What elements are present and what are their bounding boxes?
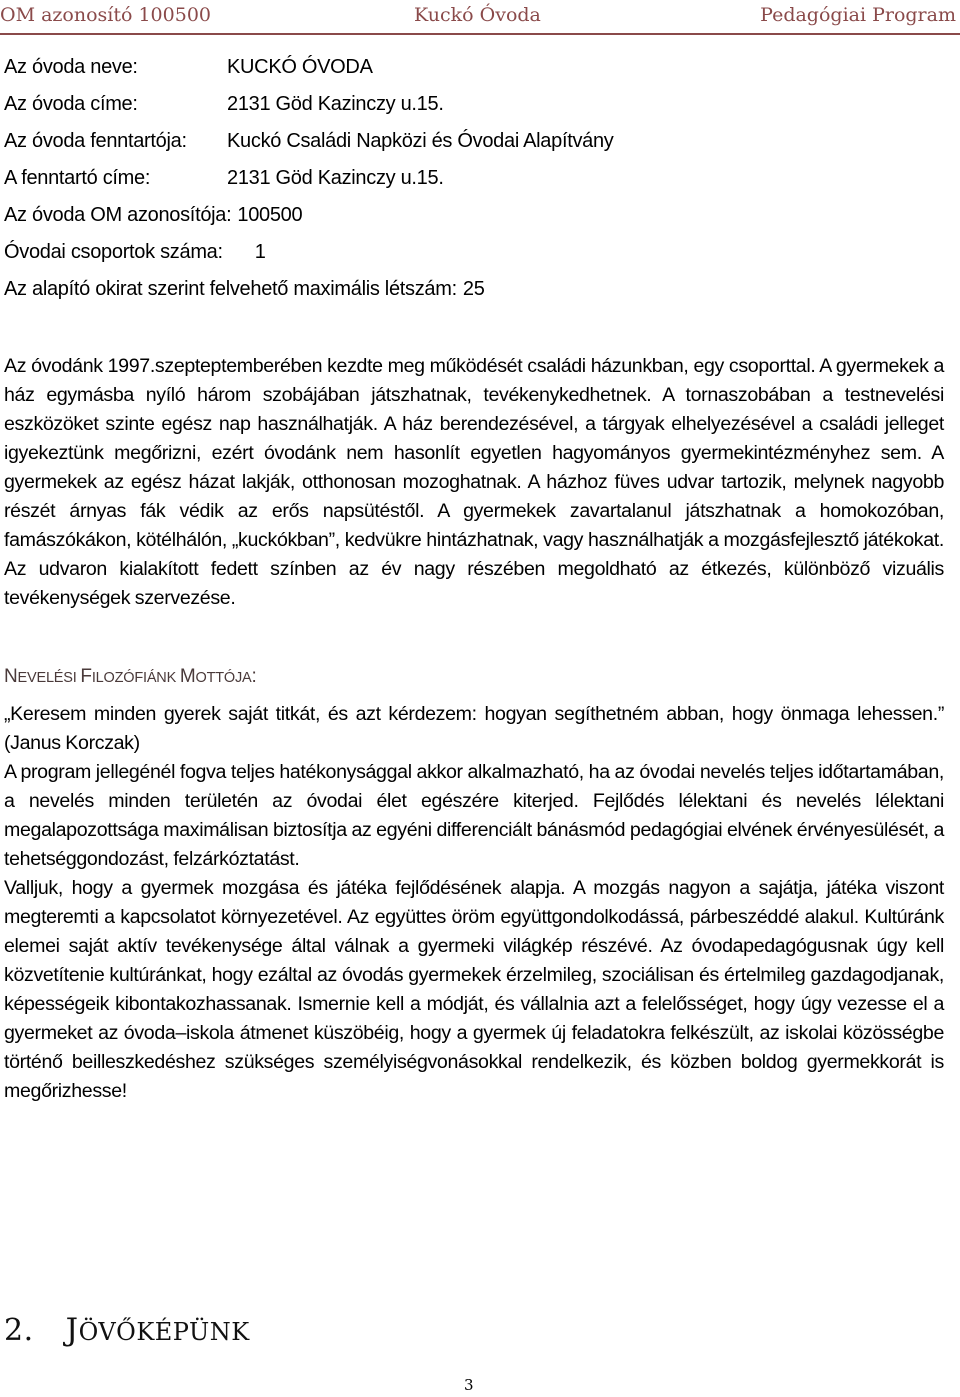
info-value: Kuckó Családi Napközi és Óvodai Alapítvány [227,130,614,152]
page-number: 3 [464,1376,474,1394]
info-row-address [4,91,956,117]
info-label: A fenntartó címe: [4,167,151,189]
header-divider [0,33,960,35]
info-label: Az óvoda fenntartója: [4,130,187,152]
info-row-maintainer-address [4,165,956,191]
info-value: 2131 Göd Kazinczy u.15. [227,93,444,115]
header-institution-name: Kuckó Óvoda [414,4,541,26]
institution-info [4,54,956,313]
motto-quote: „Keresem minden gyerek saját titkát, és azt kérdezem: hogyan segíthetném abban, hogy önmaga lehessen.” (Janus Korczak) [4,703,944,754]
motto-heading [4,666,257,688]
header-om-id: OM azonosító 100500 [0,4,211,26]
info-row-name [4,54,956,80]
info-value: 100500 [237,204,303,226]
heading-colon: : [251,666,257,687]
info-label: Az óvoda neve: [4,56,138,78]
info-value: KUCKÓ ÓVODA [227,56,373,78]
info-value: 1 [254,241,266,263]
heading-smallcaps: OTTÓJA [195,670,252,686]
heading-initial: N [4,666,18,687]
info-label: Óvodai csoportok száma: [4,241,223,263]
info-value: 25 [462,278,485,300]
heading-initial: F [80,666,92,687]
motto-paragraph: Valljuk, hogy a gyermek mozgása és játéka fejlődésének alapja. A mozgás nagyon a sajátja, játéka viszont megteremti a kapcsolatot környezetével. Az együttes öröm együttgondolkodássá, párbeszéddé alakul. Kultúránk elemei saját aktív tevékenysége által válnak a gyermeki világkép részévé. Az óvodapedagógusnak úgy kell közvetítenie kultúránkat, hogy ezáltal az óvodás gyermekek érzelmileg, szociálisan és értelmileg gazdagodjanak, képességeik kibontakozhassanak. Ismernie kell a módját, és vállalnia azt a felelősséget, hogy úgy vezesse el a gyermeket az óvoda–iskola átmenet küszöbéig, hogy a gyermek új feladatokra felkészült, az iskolai közösségbe történő beilleszkedéshez szükséges személyiségvonásokkal rendelkezik, és közben boldog gyermekkorát is megőrizhesse! [4,877,944,1102]
header-document-title: Pedagógiai Program [760,4,956,26]
heading-smallcaps: EVELÉSI [17,670,81,686]
info-value: 2131 Göd Kazinczy u.15. [227,167,444,189]
heading-smallcaps: ILOZÓFIÁNK [91,670,180,686]
section-heading [4,1312,250,1348]
info-label: Az alapító okirat szerint felvehető maximális létszám: [4,278,457,300]
info-row-om [4,202,956,228]
page-header [0,0,960,32]
info-row-groups [4,239,956,265]
heading-initial: M [179,666,196,687]
motto-paragraph: A program jellegénél fogva teljes hatékonysággal akkor alkalmazható, ha az óvodai nevelés teljes időtartamában, a nevelés minden területén az óvodai élet egészére kiterjed. Fejlődés lélektani és nevelés lélektani megalapozottsága maximálisan biztosítja az egyéni differenciált bánásmód pedagógiai elvének érvényesülését, a tehetséggondozást, felzárkóztatást. [4,761,944,870]
section-title-rest: ÖVŐKÉPÜNK [78,1318,250,1346]
intro-paragraph: Az óvodánk 1997.szepteptemberében kezdte meg működését családi házunkban, egy csoporttal. A gyermekek a ház egymásba nyíló három szobájában játszhatnak, tevékenykedhetnek. A tornaszobában a testnevelési eszközöket szinte egész nap használhatják. A ház berendezésével, a tárgyak elhelyezésével a családi jelleget igyekeztünk megőrizni, ezért óvodánk nem hasonlít egyetlen hagyományos gyermekintézményhez sem. A gyermekek az egész házat lakják, otthonosan mozoghatnak. A házhoz füves udvar tartozik, melynek nagyobb részét árnyas fák védik az erős napsütéstől. A gyermekek zavartalanul játszhatnak a homokozóban, famászókákon, kötélhálón, „kuckókban”, kedvükre hintázhatnak, vagy használhatják a mozgásfejlesztő játékokat. Az udvaron kialakított fedett színben az év nagy részében megoldható az étkezés, különböző vizuális tevékenységek szervezése. [4,355,944,609]
section-title-initial: J [65,1312,79,1348]
info-row-capacity [4,276,956,302]
info-label: Az óvoda címe: [4,93,138,115]
info-row-maintainer [4,128,956,154]
section-number: 2. [4,1313,34,1348]
info-label: Az óvoda OM azonosítója: [4,204,232,226]
motto-body [4,700,944,1106]
